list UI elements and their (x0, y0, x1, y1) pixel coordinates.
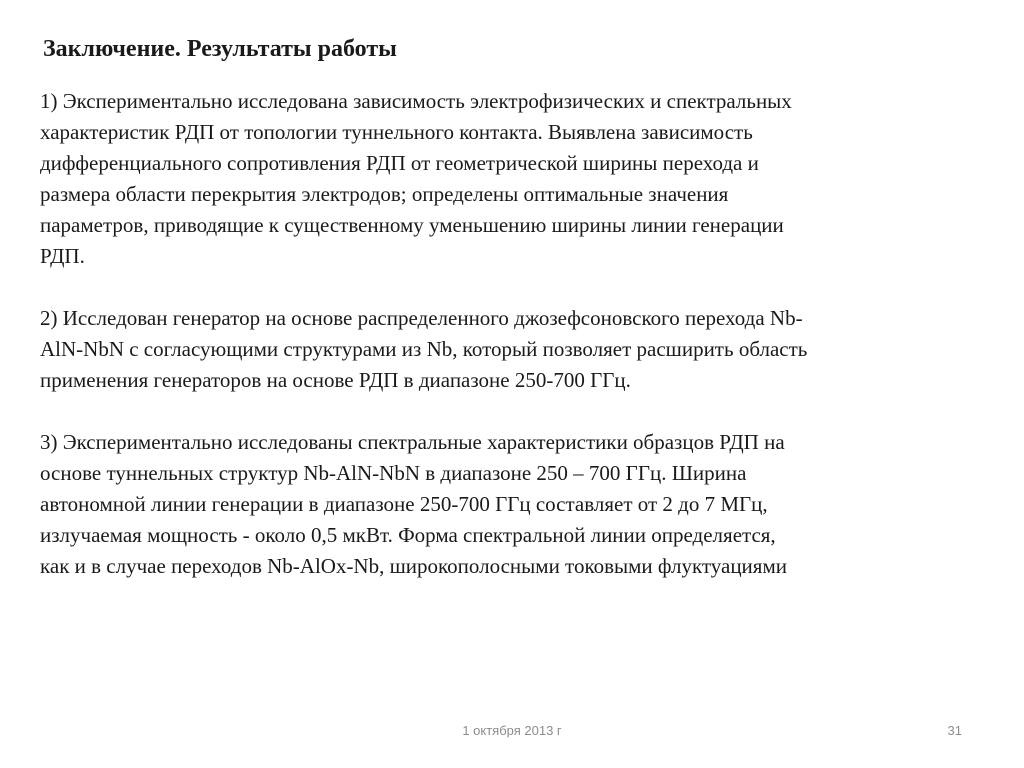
text-line: 1) Экспериментально исследована зависимость электрофизических и спектральных (40, 89, 792, 113)
text-line: РДП. (40, 244, 85, 268)
text-line: характеристик РДП от топологии туннельного контакта. Выявлена зависимость (40, 120, 753, 144)
slide-title: Заключение. Результаты работы (43, 36, 397, 62)
footer-date: 1 октября 2013 г (462, 723, 562, 738)
slide-body (40, 86, 1000, 582)
text-line: параметров, приводящие к существенному уменьшению ширины линии генерации (40, 213, 784, 237)
text-line: излучаемая мощность - около 0,5 мкВт. Форма спектральной линии определяется, (40, 523, 776, 547)
text-line: 2) Исследован генератор на основе распределенного джозефсоновского перехода Nb- (40, 306, 803, 330)
paragraph-3 (40, 427, 1000, 582)
text-line: автономной линии генерации в диапазоне 250-700 ГГц составляет от 2 до 7 МГц, (40, 492, 768, 516)
text-line: основе туннельных структур Nb-AlN-NbN в диапазоне 250 – 700 ГГц. Ширина (40, 461, 747, 485)
page-number: 31 (947, 723, 962, 738)
text-line: AlN-NbN с согласующими структурами из Nb, который позволяет расширить область (40, 337, 808, 361)
text-line: как и в случае переходов Nb-AlOx-Nb, широкополосными токовыми флуктуациями (40, 554, 787, 578)
paragraph-spacer (40, 272, 1000, 303)
paragraph-2 (40, 303, 1000, 396)
paragraph-1 (40, 86, 1000, 272)
paragraph-spacer (40, 396, 1000, 427)
text-line: применения генераторов на основе РДП в диапазоне 250-700 ГГц. (40, 368, 631, 392)
text-line: дифференциального сопротивления РДП от геометрической ширины перехода и (40, 151, 759, 175)
text-line: размера области перекрытия электродов; определены оптимальные значения (40, 182, 729, 206)
text-line: 3) Экспериментально исследованы спектральные характеристики образцов РДП на (40, 430, 785, 454)
